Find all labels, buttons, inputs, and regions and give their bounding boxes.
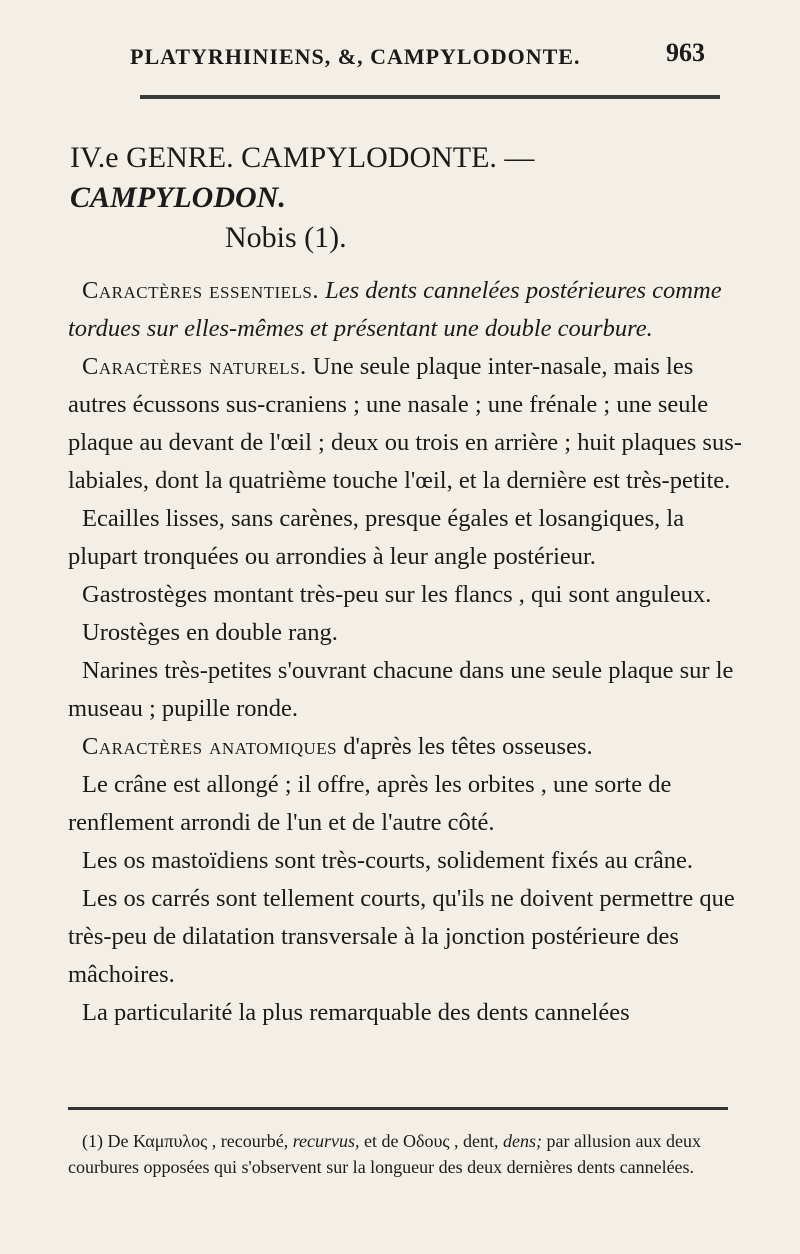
footnote: (1) De Καμπυλος , recourbé, recurvus, et de Οδους , dent, dens; par allusion aux deux courbures opposées qui s'observent sur la longueur des deux dernières dents cannelées.: [68, 1131, 701, 1177]
author-attribution: Nobis (1).: [225, 221, 347, 254]
paragraph: Urostèges en double rang.: [82, 619, 338, 646]
paragraph: Narines très-petites s'ouvrant chacune dans une seule plaque sur le museau ; pupille ronde.: [68, 657, 734, 722]
page-number: 963: [666, 38, 705, 67]
paragraph: Les os mastoïdiens sont très-courts, solidement fixés au crâne.: [82, 847, 693, 874]
genre-label: IV.e GENRE. CAMPYLODONTE. —: [70, 141, 535, 174]
running-head: PLATYRHINIENS, &, CAMPYLODONTE.: [130, 44, 581, 69]
paragraph-natural-characters: Caractères naturels. Une seule plaque inter-nasale, mais les autres écussons sus-craniens ; une nasale ; une frénale ; une seule plaque au devant de l'œil ; deux ou trois en arrière ; huit plaques sus-labiales, dont la quatrième touche l'œil, et la dernière est très-petite.: [68, 353, 742, 494]
footnote-rule: [68, 1107, 728, 1110]
paragraph-anatomical-characters: Caractères anatomiques d'après les têtes osseuses.: [82, 733, 593, 760]
paragraph: Gastrostèges montant très-peu sur les flancs , qui sont anguleux.: [82, 581, 712, 608]
section-lead: Caractères naturels.: [82, 353, 307, 380]
paragraph: Ecailles lisses, sans carènes, presque égales et losangiques, la plupart tronquées ou arrondies à leur angle postérieur.: [68, 505, 685, 570]
section-lead: Caractères anatomiques: [82, 733, 338, 760]
paragraph: Le crâne est allongé ; il offre, après les orbites , une sorte de renflement arrondi de l'un et de l'autre côté.: [68, 771, 672, 836]
main-text: [68, 272, 748, 1032]
section-lead: Caractères essentiels.: [82, 277, 319, 304]
paragraph: La particularité la plus remarquable des dents cannelées: [82, 999, 630, 1026]
paragraph-essential-characters: Caractères essentiels. Les dents cannelées postérieures comme tordues sur elles-mêmes et présentant une double courbure.: [68, 277, 722, 342]
genus-heading: [70, 138, 750, 258]
latin-genus-name: CAMPYLODON.: [70, 181, 286, 214]
paragraph: Les os carrés sont tellement courts, qu'ils ne doivent permettre que très-peu de dilatation transversale à la jonction postérieure des mâchoires.: [68, 885, 735, 988]
header-rule: [140, 95, 720, 99]
